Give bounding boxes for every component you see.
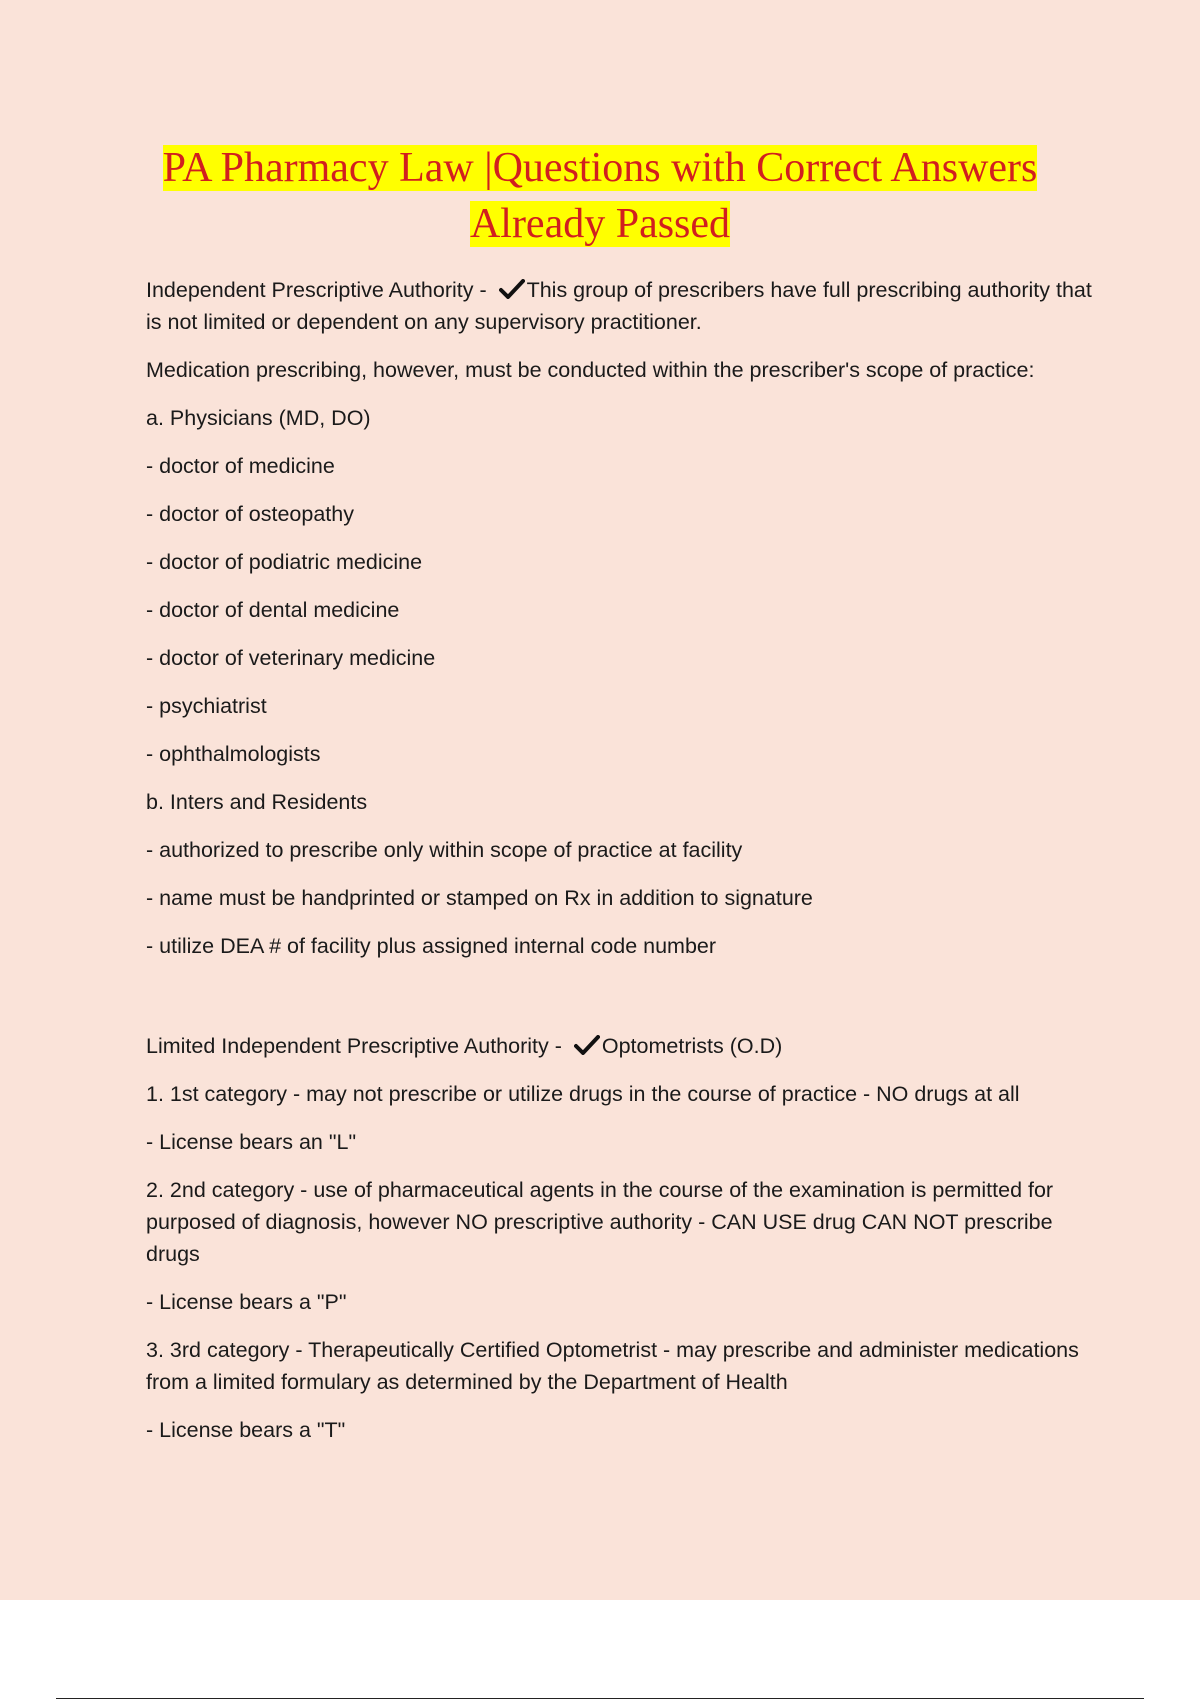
checkmark-icon (499, 279, 525, 299)
body-line: b. Inters and Residents (146, 790, 368, 814)
body-line: - License bears an "L" (146, 1130, 357, 1154)
body-line: - psychiatrist (146, 694, 267, 718)
body-line: - authorized to prescribe only within scope of practice at facility (146, 838, 743, 862)
body-line: - doctor of veterinary medicine (146, 646, 436, 670)
title-line-2: Already Passed (469, 201, 731, 247)
document-title (60, 140, 1140, 252)
body-line: - name must be handprinted or stamped on Rx in addition to signature (146, 886, 813, 910)
body-line: - utilize DEA # of facility plus assigned internal code number (146, 934, 717, 958)
qa-item-2 (146, 1030, 1096, 1062)
body-line: - doctor of osteopathy (146, 502, 354, 526)
body-line: a. Physicians (MD, DO) (146, 406, 371, 430)
answer-text: Optometrists (O.D) (601, 1034, 783, 1058)
body-line: - License bears a "P" (146, 1290, 347, 1314)
document-body (146, 274, 1096, 1462)
section-spacer (146, 978, 1096, 1030)
footer-rule (56, 1698, 1144, 1699)
body-line: 1. 1st category - may not prescribe or utilize drugs in the course of practice - NO drugs at all (146, 1082, 1020, 1106)
qa-item-1 (146, 274, 1096, 338)
body-line: - doctor of medicine (146, 454, 335, 478)
body-line: - doctor of dental medicine (146, 598, 400, 622)
title-line-1: PA Pharmacy Law |Questions with Correct Answers (162, 145, 1038, 191)
question-term: Independent Prescriptive Authority - (146, 278, 487, 302)
body-line: 3. 3rd category - Therapeutically Certified Optometrist - may prescribe and administer medications from a limited formulary as determined by the Department of Health (146, 1338, 1079, 1394)
checkmark-icon (574, 1035, 600, 1055)
body-line: - ophthalmologists (146, 742, 321, 766)
body-line: Medication prescribing, however, must be conducted within the prescriber's scope of practice: (146, 358, 1035, 382)
body-line: - doctor of podiatric medicine (146, 550, 423, 574)
body-line: - License bears a "T" (146, 1418, 346, 1442)
answer-text: This group of prescribers have full prescribing authority that is not limited or dependent on any supervisory practitioner. (146, 278, 1092, 334)
body-line: 2. 2nd category - use of pharmaceutical agents in the course of the examination is permitted for purposed of diagnosis, however NO prescriptive authority - CAN USE drug CAN NOT prescribe drugs (146, 1178, 1054, 1266)
question-term: Limited Independent Prescriptive Authority - (146, 1034, 562, 1058)
